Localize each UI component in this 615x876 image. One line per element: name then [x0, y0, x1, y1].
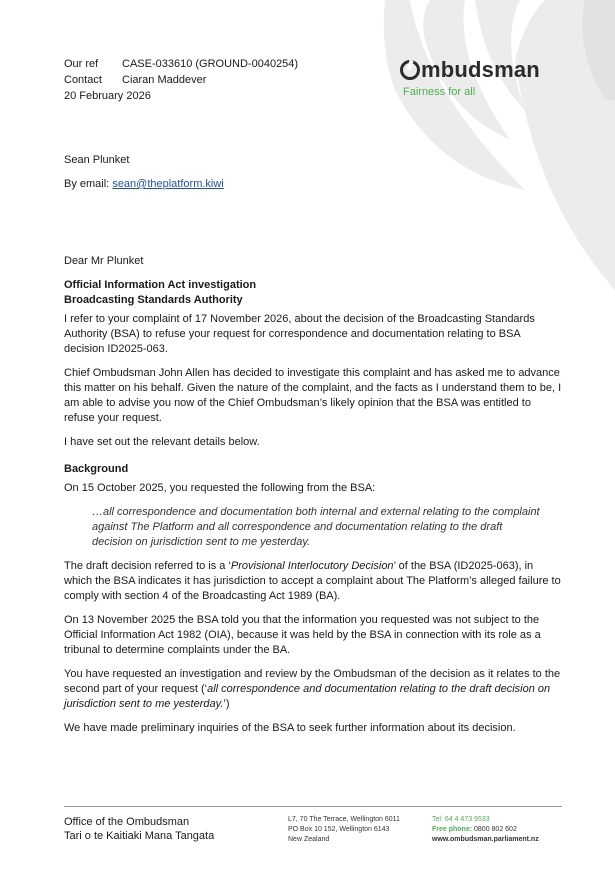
letter-body	[64, 254, 562, 745]
footer-office	[64, 815, 214, 843]
tel-label: Tel:	[432, 816, 443, 823]
fern-watermark	[285, 0, 615, 290]
contact-label: Contact	[64, 74, 102, 86]
freephone-value: 0800 802 602	[474, 826, 517, 833]
our-ref-label: Our ref	[64, 58, 99, 70]
footer-contact	[432, 815, 539, 845]
logo-name: mbudsman	[421, 57, 540, 82]
salutation: Dear Mr Plunket	[64, 255, 144, 267]
office-name: Office of the Ombudsman	[64, 816, 190, 828]
p7-emphasis: all correspondence and documentation relating to the draft decision on jurisdiction sent to me yesterday.	[64, 683, 551, 710]
paragraph-1: I refer to your complaint of 17 November 2026, about the decision of the Broadcasting Standards Authority (BSA) to refuse your request for correspondence and documentation relating to BSA decision ID2025-063.	[64, 313, 535, 355]
p7-text-b: ’)	[223, 698, 230, 710]
background-heading: Background	[64, 463, 129, 475]
office-name-maori: Tari o te Kaitiaki Mana Tangata	[64, 830, 215, 842]
recipient-name: Sean Plunket	[64, 154, 130, 166]
paragraph-2: Chief Ombudsman John Allen has decided to investigate this complaint and has asked me to advance this matter on his behalf. Given the nature of the complaint, and the facts as I understand them to be, I am able to advise you now of the Chief Ombudsman’s likely opinion that the BSA was entitled to refuse your request.	[64, 367, 562, 424]
website-link[interactable]: www.ombudsman.parliament.nz	[432, 836, 539, 843]
our-ref-value: CASE-033610 (GROUND-0040254)	[122, 58, 299, 70]
logo-o-icon	[400, 60, 420, 80]
paragraph-7	[64, 667, 562, 712]
paragraph-6: On 13 November 2025 the BSA told you that the information you requested was not subject to the Official Information Act 1982 (OIA), because it was held by the BSA in connection with its role as a tribunal to determine complaints under the BA.	[64, 614, 541, 656]
page-footer	[64, 806, 562, 843]
tel-value: 64 4 473 9533	[444, 816, 490, 823]
request-quote: …all correspondence and documentation both internal and external relating to the complaint against The Platform and all correspondence and documentation relating to the draft decision on jurisdiction sent to me yesterday.	[92, 506, 540, 548]
recipient-block	[64, 152, 224, 192]
p7-text-a: You have requested an investigation and review by the Ombudsman of the decision as it relates to the second part of your request (‘	[64, 668, 561, 695]
paragraph-4: On 15 October 2025, you requested the following from the BSA:	[64, 482, 376, 494]
freephone-label: Free phone:	[432, 826, 473, 833]
subject-line-2: Broadcasting Standards Authority	[64, 294, 243, 306]
address-line-3: New Zealand	[288, 836, 330, 843]
subject-line-1: Official Information Act investigation	[64, 279, 257, 291]
paragraph-3: I have set out the relevant details below.	[64, 436, 260, 448]
p5-text-a: The draft decision referred to is a ‘	[64, 560, 231, 572]
p5-text-b: ’ of the BSA (ID2025-063), in which the BSA indicates it has jurisdiction to accept a complaint about The Platform’s alleged failure to comply with section 4 of the Broadcasting Act 1989 (BA).	[64, 560, 561, 602]
contact-value: Ciaran Maddever	[122, 74, 207, 86]
footer-address	[288, 815, 400, 845]
address-line-2: PO Box 10 152, Wellington 6143	[288, 826, 390, 833]
ombudsman-logo	[400, 58, 540, 98]
paragraph-5	[64, 559, 562, 604]
p5-emphasis: Provisional Interlocutory Decision	[230, 560, 394, 572]
paragraph-8: We have made preliminary inquiries of the BSA to seek further information about its decision.	[64, 722, 516, 734]
email-label: By email:	[64, 178, 110, 190]
logo-tagline: Fairness for all	[403, 86, 476, 98]
reference-block	[64, 56, 298, 104]
recipient-email-link[interactable]: sean@theplatform.kiwi	[112, 178, 224, 190]
address-line-1: L7, 70 The Terrace, Wellington 6011	[288, 816, 400, 823]
letter-date: 20 February 2026	[64, 90, 151, 102]
